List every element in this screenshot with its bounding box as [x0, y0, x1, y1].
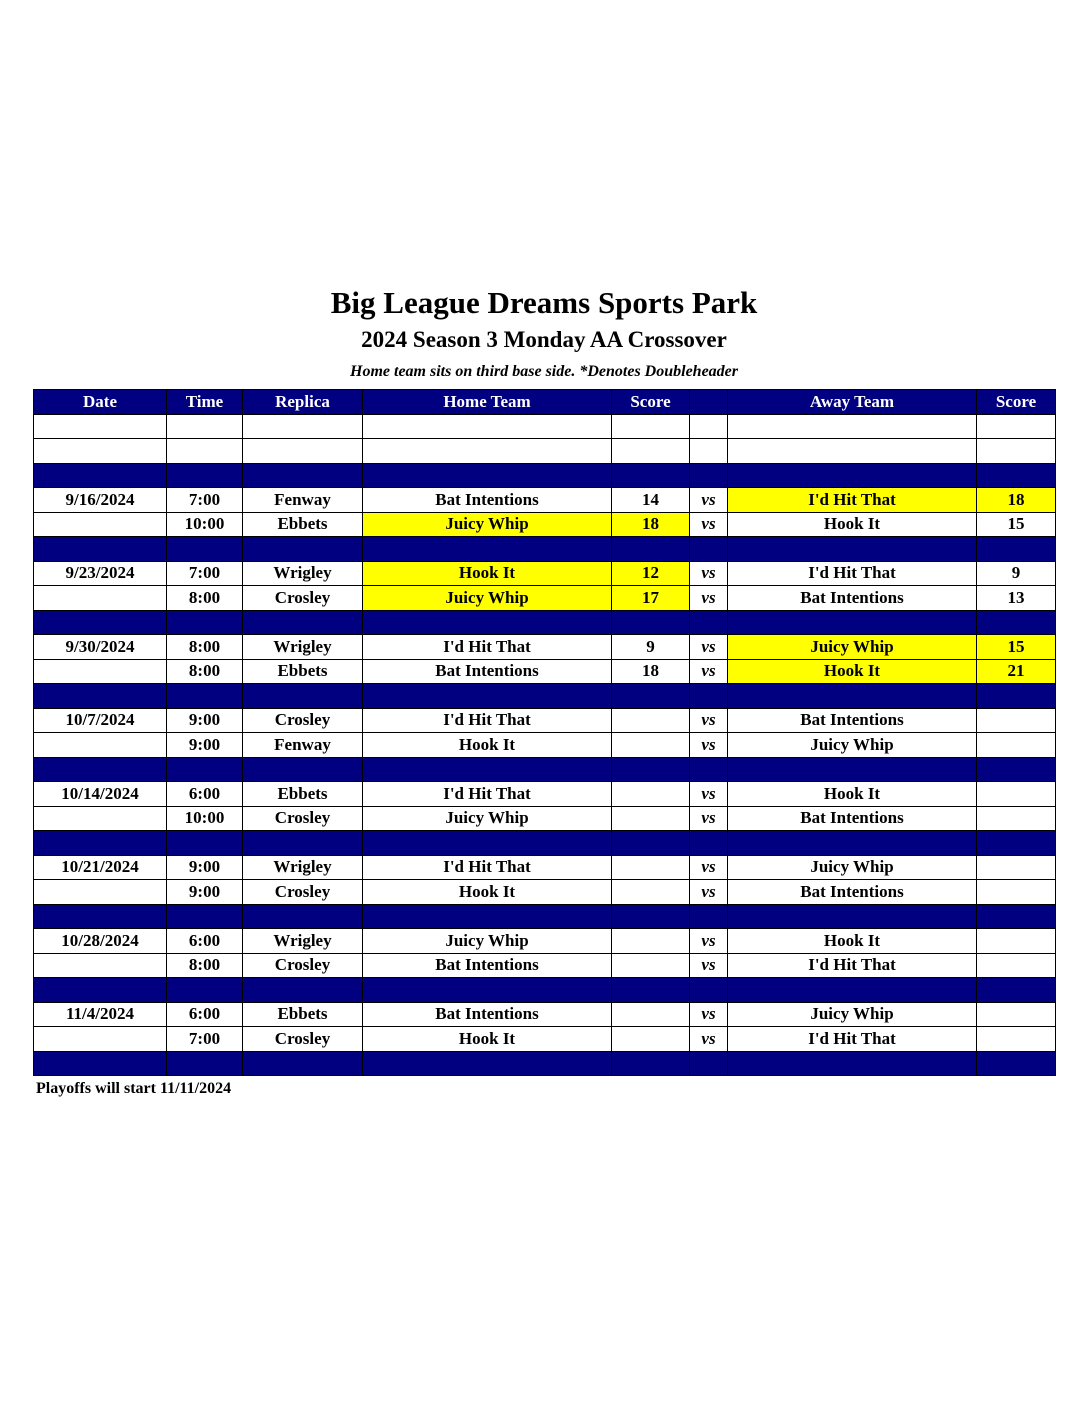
home-team: I'd Hit That — [363, 635, 612, 660]
week-separator-row — [34, 537, 1056, 562]
game-time: 6:00 — [167, 782, 243, 807]
game-time: 9:00 — [167, 855, 243, 880]
away-score: 15 — [977, 635, 1056, 660]
vs-label: vs — [690, 782, 728, 807]
game-time: 7:00 — [167, 488, 243, 513]
away-score — [977, 1002, 1056, 1027]
game-time: 7:00 — [167, 561, 243, 586]
game-time: 7:00 — [167, 1027, 243, 1052]
game-time: 6:00 — [167, 1002, 243, 1027]
game-replica: Fenway — [243, 488, 363, 513]
home-team: Hook It — [363, 733, 612, 758]
game-row — [34, 659, 1056, 684]
week-separator-row — [34, 1051, 1056, 1076]
away-score — [977, 806, 1056, 831]
away-team: I'd Hit That — [728, 1027, 977, 1052]
away-score — [977, 855, 1056, 880]
home-score: 18 — [612, 659, 690, 684]
home-score: 9 — [612, 635, 690, 660]
away-team: Bat Intentions — [728, 708, 977, 733]
game-row — [34, 733, 1056, 758]
vs-label: vs — [690, 1027, 728, 1052]
vs-label: vs — [690, 488, 728, 513]
home-team: Juicy Whip — [363, 806, 612, 831]
game-row — [34, 806, 1056, 831]
game-date: 10/14/2024 — [34, 782, 167, 807]
game-replica: Crosley — [243, 586, 363, 611]
game-time: 8:00 — [167, 586, 243, 611]
home-score — [612, 708, 690, 733]
col-header-date: Date — [34, 390, 167, 415]
home-team: Hook It — [363, 880, 612, 905]
home-score — [612, 782, 690, 807]
vs-label: vs — [690, 635, 728, 660]
away-score — [977, 880, 1056, 905]
schedule-note: Home team sits on third base side. *Denotes Doubleheader — [350, 363, 738, 380]
away-team: I'd Hit That — [728, 488, 977, 513]
col-header-vs — [690, 390, 728, 415]
game-replica: Ebbets — [243, 782, 363, 807]
home-team: I'd Hit That — [363, 708, 612, 733]
away-team: I'd Hit That — [728, 561, 977, 586]
header-row — [34, 390, 1056, 415]
away-team: Juicy Whip — [728, 1002, 977, 1027]
game-time: 8:00 — [167, 635, 243, 660]
home-score: 18 — [612, 512, 690, 537]
game-row — [34, 561, 1056, 586]
home-score — [612, 1002, 690, 1027]
week-separator-row — [34, 610, 1056, 635]
home-team: Juicy Whip — [363, 586, 612, 611]
game-row — [34, 488, 1056, 513]
col-header-away-score: Score — [977, 390, 1056, 415]
game-replica: Fenway — [243, 733, 363, 758]
game-replica: Ebbets — [243, 1002, 363, 1027]
week-separator-row — [34, 684, 1056, 709]
game-date — [34, 733, 167, 758]
home-team: Hook It — [363, 1027, 612, 1052]
away-score: 13 — [977, 586, 1056, 611]
game-time: 8:00 — [167, 953, 243, 978]
game-time: 9:00 — [167, 880, 243, 905]
game-row — [34, 1027, 1056, 1052]
away-score: 15 — [977, 512, 1056, 537]
vs-label: vs — [690, 929, 728, 954]
home-team: I'd Hit That — [363, 855, 612, 880]
vs-label: vs — [690, 953, 728, 978]
col-header-time: Time — [167, 390, 243, 415]
game-date: 9/16/2024 — [34, 488, 167, 513]
home-score: 14 — [612, 488, 690, 513]
game-time: 10:00 — [167, 806, 243, 831]
away-team: Juicy Whip — [728, 855, 977, 880]
game-date — [34, 880, 167, 905]
away-score — [977, 733, 1056, 758]
home-score: 17 — [612, 586, 690, 611]
away-team: Hook It — [728, 512, 977, 537]
game-replica: Wrigley — [243, 929, 363, 954]
vs-label: vs — [690, 659, 728, 684]
game-row — [34, 586, 1056, 611]
game-date — [34, 1027, 167, 1052]
game-row — [34, 782, 1056, 807]
game-row — [34, 635, 1056, 660]
home-team: I'd Hit That — [363, 782, 612, 807]
home-score — [612, 929, 690, 954]
game-date: 11/4/2024 — [34, 1002, 167, 1027]
home-score — [612, 880, 690, 905]
week-separator-row — [34, 463, 1056, 488]
game-date: 9/30/2024 — [34, 635, 167, 660]
game-replica: Crosley — [243, 880, 363, 905]
away-score — [977, 953, 1056, 978]
blank-row — [34, 414, 1056, 439]
game-replica: Crosley — [243, 806, 363, 831]
game-time: 10:00 — [167, 512, 243, 537]
away-score — [977, 782, 1056, 807]
home-team: Bat Intentions — [363, 953, 612, 978]
away-score: 21 — [977, 659, 1056, 684]
vs-label: vs — [690, 806, 728, 831]
week-separator-row — [34, 757, 1056, 782]
home-team: Bat Intentions — [363, 488, 612, 513]
vs-label: vs — [690, 733, 728, 758]
vs-label: vs — [690, 586, 728, 611]
vs-label: vs — [690, 1002, 728, 1027]
game-row — [34, 855, 1056, 880]
home-team: Bat Intentions — [363, 659, 612, 684]
away-team: Hook It — [728, 659, 977, 684]
col-header-away-team: Away Team — [728, 390, 977, 415]
game-time: 9:00 — [167, 733, 243, 758]
away-team: Bat Intentions — [728, 880, 977, 905]
game-row — [34, 880, 1056, 905]
vs-label: vs — [690, 561, 728, 586]
home-team: Juicy Whip — [363, 929, 612, 954]
game-replica: Crosley — [243, 708, 363, 733]
game-date — [34, 953, 167, 978]
col-header-home-score: Score — [612, 390, 690, 415]
blank-row — [34, 439, 1056, 464]
away-team: Juicy Whip — [728, 733, 977, 758]
home-score — [612, 855, 690, 880]
game-date: 10/7/2024 — [34, 708, 167, 733]
page-title: Big League Dreams Sports Park — [330, 285, 758, 320]
away-score: 9 — [977, 561, 1056, 586]
col-header-replica: Replica — [243, 390, 363, 415]
home-score — [612, 733, 690, 758]
game-row — [34, 953, 1056, 978]
game-row — [34, 708, 1056, 733]
away-team: I'd Hit That — [728, 953, 977, 978]
game-date: 10/21/2024 — [34, 855, 167, 880]
vs-label: vs — [690, 880, 728, 905]
game-time: 6:00 — [167, 929, 243, 954]
game-time: 9:00 — [167, 708, 243, 733]
vs-label: vs — [690, 708, 728, 733]
home-score — [612, 806, 690, 831]
game-replica: Wrigley — [243, 635, 363, 660]
away-score — [977, 708, 1056, 733]
game-date: 10/28/2024 — [34, 929, 167, 954]
game-date — [34, 512, 167, 537]
game-row — [34, 1002, 1056, 1027]
week-separator-row — [34, 978, 1056, 1003]
home-score: 12 — [612, 561, 690, 586]
game-time: 8:00 — [167, 659, 243, 684]
away-team: Bat Intentions — [728, 806, 977, 831]
week-separator-row — [34, 831, 1056, 856]
vs-label: vs — [690, 855, 728, 880]
away-team: Juicy Whip — [728, 635, 977, 660]
schedule-body — [34, 414, 1056, 1076]
game-row — [34, 512, 1056, 537]
page-subtitle: 2024 Season 3 Monday AA Crossover — [361, 327, 727, 352]
week-separator-row — [34, 904, 1056, 929]
game-date — [34, 806, 167, 831]
game-replica: Crosley — [243, 953, 363, 978]
col-header-home-team: Home Team — [363, 390, 612, 415]
away-score — [977, 1027, 1056, 1052]
game-replica: Wrigley — [243, 855, 363, 880]
game-replica: Crosley — [243, 1027, 363, 1052]
game-replica: Ebbets — [243, 512, 363, 537]
away-team: Hook It — [728, 929, 977, 954]
game-row — [34, 929, 1056, 954]
game-replica: Ebbets — [243, 659, 363, 684]
home-score — [612, 953, 690, 978]
away-team: Bat Intentions — [728, 586, 977, 611]
game-date — [34, 586, 167, 611]
game-date: 9/23/2024 — [34, 561, 167, 586]
vs-label: vs — [690, 512, 728, 537]
home-team: Bat Intentions — [363, 1002, 612, 1027]
playoffs-note: Playoffs will start 11/11/2024 — [36, 1080, 232, 1097]
game-replica: Wrigley — [243, 561, 363, 586]
home-team: Juicy Whip — [363, 512, 612, 537]
schedule-table — [33, 389, 1056, 1076]
game-date — [34, 659, 167, 684]
away-score: 18 — [977, 488, 1056, 513]
home-team: Hook It — [363, 561, 612, 586]
home-score — [612, 1027, 690, 1052]
away-score — [977, 929, 1056, 954]
away-team: Hook It — [728, 782, 977, 807]
